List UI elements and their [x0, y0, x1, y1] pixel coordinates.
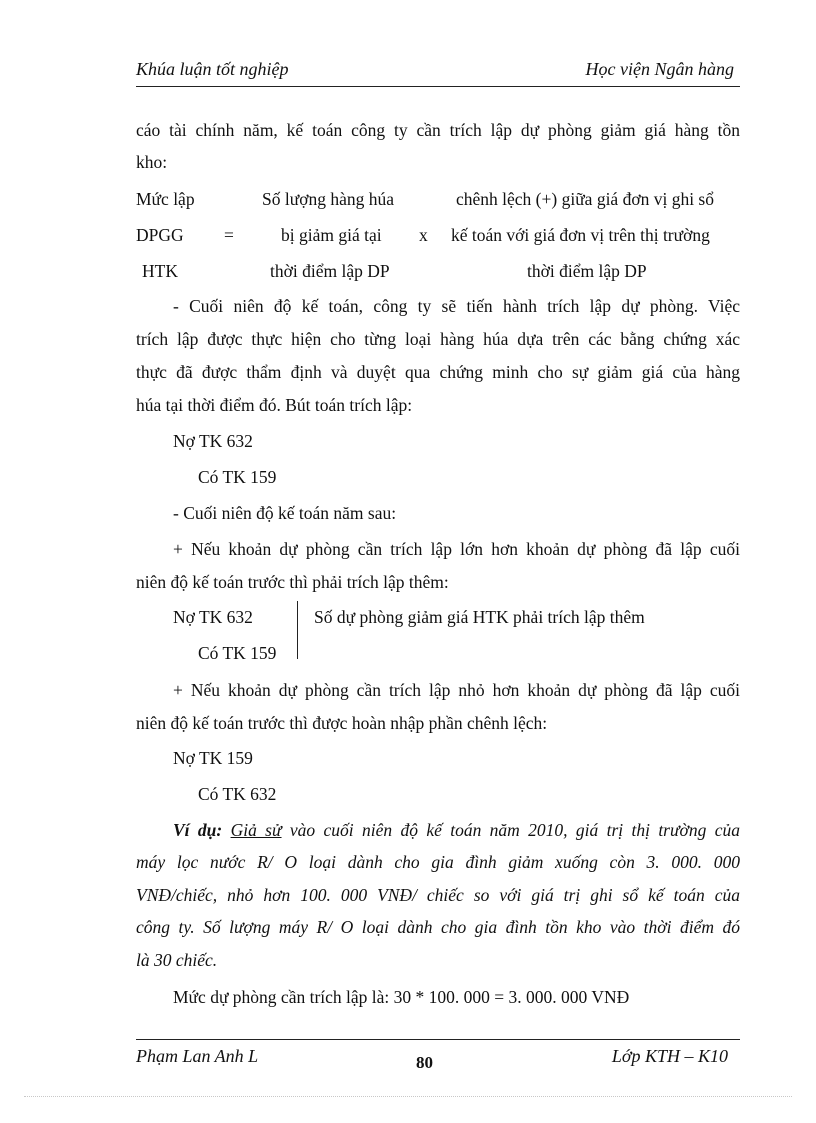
- para1-line-4: húa tại thời điểm đó. Bút toán trích lập:: [136, 395, 413, 415]
- footer-left: Phạm Lan Anh L: [136, 1046, 259, 1066]
- example-line-5: là 30 chiếc.: [136, 950, 218, 970]
- case1-line-2: niên độ kế toán trước thì phải trích lập thêm:: [136, 572, 449, 592]
- next-year-heading: - Cuối niên độ kế toán năm sau:: [173, 503, 397, 523]
- formula-col2-row2: bị giảm giá tại: [281, 225, 382, 245]
- formula-col1-row1: Mức lập: [136, 189, 195, 209]
- para1-line-2: trích lập được thực hiện cho từng loại hàng húa dựa trên các bằng chứng xác: [136, 329, 740, 349]
- entry1-credit: Có TK 159: [198, 467, 277, 487]
- entry1-debit: Nợ TK 632: [173, 431, 253, 451]
- header-left: Khúa luận tốt nghiệp: [136, 59, 289, 79]
- formula-col3-row3: thời điểm lập DP: [527, 261, 647, 281]
- entry3-credit: Có TK 632: [198, 784, 277, 804]
- para1-line-1: - Cuối niên độ kế toán, công ty sẽ tiến hành trích lập dự phòng. Việc: [173, 296, 740, 316]
- example-line-3: VNĐ/chiếc, nhỏ hơn 100. 000 VNĐ/ chiếc so với giá trị ghi sổ kế toán của: [136, 885, 740, 905]
- example-line-4: công ty. Số lượng máy R/ O loại dành cho gia đình tồn kho vào thời điểm đó: [136, 917, 740, 937]
- formula-col2-row3: thời điểm lập DP: [270, 261, 390, 281]
- para1-line-3: thực đã được thẩm định và duyệt qua chứng minh cho sự giảm giá của hàng: [136, 362, 740, 382]
- formula-col3-row2: kế toán với giá đơn vị trên thị trường: [451, 225, 710, 245]
- example-line-2: máy lọc nước R/ O loại dành cho gia đình giảm xuống còn 3. 000. 000: [136, 852, 740, 872]
- intro-line-1: cáo tài chính năm, kế toán công ty cần trích lập dự phòng giảm giá hàng tồn: [136, 120, 740, 140]
- entry-separator-line: [297, 601, 298, 659]
- entry2-debit: Nợ TK 632: [173, 607, 253, 627]
- formula-col3-row1: chênh lệch (+) giữa giá đơn vị ghi sổ: [456, 189, 714, 209]
- formula-col1-row2: DPGG: [136, 225, 184, 245]
- entry3-debit: Nợ TK 159: [173, 748, 253, 768]
- example-line-1-rest: vào cuối niên độ kế toán năm 2010, giá trị thị trường của: [281, 820, 740, 840]
- entry2-credit: Có TK 159: [198, 643, 277, 663]
- case2-line-2: niên độ kế toán trước thì được hoàn nhập phần chênh lệch:: [136, 713, 548, 733]
- example-line-1: [173, 820, 740, 840]
- result-line: Mức dự phòng cần trích lập là: 30 * 100. 000 = 3. 000. 000 VNĐ: [173, 987, 630, 1007]
- example-underlined: Giả sử: [230, 820, 282, 840]
- formula-col1-row3: HTK: [142, 261, 178, 281]
- page-number: 80: [416, 1053, 433, 1072]
- intro-line-2: kho:: [136, 152, 168, 172]
- header-rule: [136, 86, 740, 87]
- footer-right: Lớp KTH – K10: [611, 1046, 728, 1066]
- formula-col2-row1: Số lượng hàng húa: [262, 189, 394, 209]
- case1-line-1: + Nếu khoản dự phòng cần trích lập lớn hơn khoản dự phòng đã lập cuối: [173, 539, 740, 559]
- formula-equals: =: [224, 225, 234, 245]
- header-right: Học viện Ngân hàng: [585, 59, 734, 79]
- page-edge-dotted-line: [24, 1096, 792, 1097]
- example-label: Ví dụ:: [173, 820, 223, 840]
- footer-rule: [136, 1039, 740, 1040]
- entry2-note: Số dự phòng giảm giá HTK phải trích lập thêm: [314, 607, 645, 627]
- case2-line-1: + Nếu khoản dự phòng cần trích lập nhỏ hơn khoản dự phòng đã lập cuối: [173, 680, 740, 700]
- formula-times: x: [419, 225, 428, 245]
